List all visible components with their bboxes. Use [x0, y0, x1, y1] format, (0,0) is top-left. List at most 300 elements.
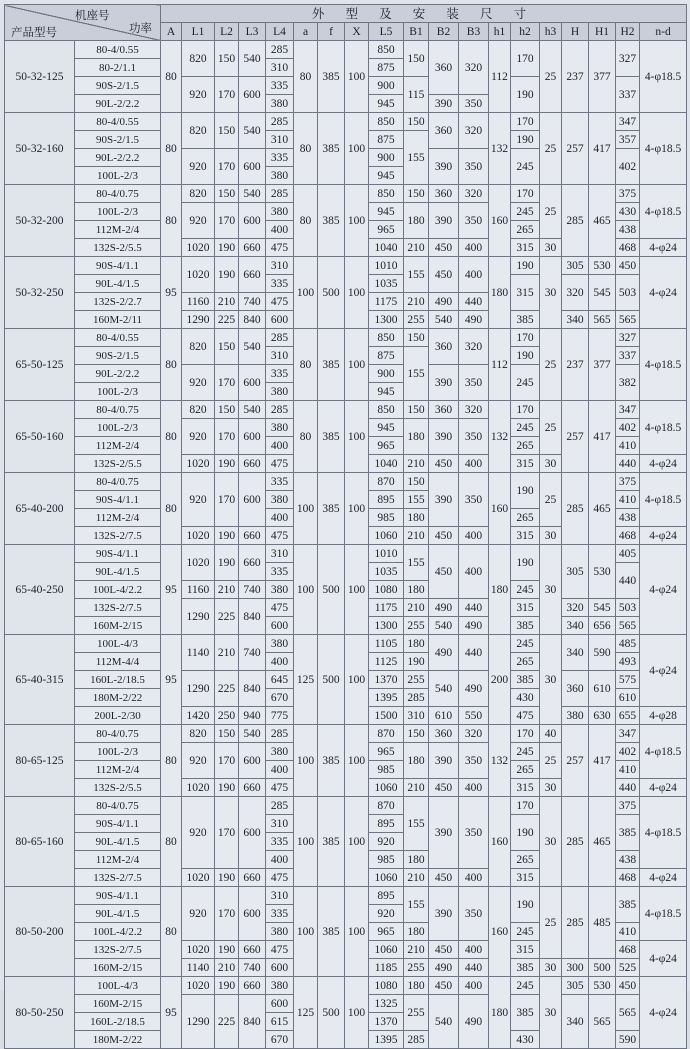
cell-l4: 380 — [266, 491, 294, 509]
cell-a: 125 — [294, 977, 318, 1049]
cell-l5: 945 — [369, 419, 404, 437]
table-row — [5, 113, 687, 131]
cell-b2: 490 — [429, 635, 459, 671]
cell-b1: 150 — [404, 725, 429, 743]
cell-l5: 1175 — [369, 293, 404, 311]
cell-a: 80 — [161, 797, 182, 887]
seat-cell: 132S-2/5.5 — [75, 455, 161, 473]
cell-h3: 30 — [540, 455, 562, 473]
cell-h2: 385 — [616, 815, 640, 851]
cell-l2: 225 — [215, 671, 239, 707]
cell-b3: 350 — [459, 149, 489, 185]
cell-l1: 820 — [182, 113, 215, 149]
cell-l4: 310 — [266, 347, 294, 365]
cell-l5: 1500 — [369, 707, 404, 725]
cell-l5: 850 — [369, 185, 404, 203]
model-cell: 65-40-315 — [5, 635, 75, 725]
seat-cell: 90S-4/1.1 — [75, 545, 161, 563]
cell-h1: 530 — [589, 977, 616, 995]
cell-l4: 400 — [266, 761, 294, 779]
seat-cell: 100L-2/3 — [75, 203, 161, 221]
cell-l1: 920 — [182, 473, 215, 527]
seat-cell: 112M-2/4 — [75, 509, 161, 527]
cell-l5: 945 — [369, 383, 404, 401]
cell-l2: 170 — [215, 887, 239, 941]
cell-f: 385 — [318, 329, 345, 401]
cell-l5: 1080 — [369, 977, 404, 995]
cell-h2: 170 — [511, 401, 540, 419]
cell-a: 80 — [161, 473, 182, 545]
cell-l4: 335 — [266, 563, 294, 581]
cell-f: 385 — [318, 797, 345, 887]
cell-h2: 245 — [511, 149, 540, 185]
cell-l4: 600 — [266, 959, 294, 977]
cell-l5: 1040 — [369, 239, 404, 257]
cell-l4: 310 — [266, 815, 294, 833]
cell-h3: 30 — [540, 635, 562, 725]
cell-l4: 310 — [266, 59, 294, 77]
column-header: X — [345, 23, 369, 41]
seat-cell: 80-4/0.55 — [75, 113, 161, 131]
cell-x: 100 — [345, 185, 369, 257]
cell-b1: 180 — [404, 203, 429, 239]
cell-l4: 475 — [266, 599, 294, 617]
cell-b1: 155 — [404, 347, 429, 401]
dimensions-table — [4, 4, 687, 1049]
seat-cell: 80-4/0.75 — [75, 725, 161, 743]
seat-cell: 90S-4/1.1 — [75, 887, 161, 905]
seat-cell: 80-4/0.55 — [75, 41, 161, 59]
cell-l1: 1020 — [182, 941, 215, 959]
model-cell: 50-32-125 — [5, 41, 75, 113]
cell-b3: 440 — [459, 959, 489, 977]
cell-l2: 170 — [215, 797, 239, 869]
cell-h3: 40 — [540, 725, 562, 743]
cell-h2: 575 — [616, 671, 640, 689]
cell-h: 305 — [562, 545, 589, 599]
cell-l2: 225 — [215, 599, 239, 635]
cell-h2: 375 — [616, 185, 640, 203]
cell-b1: 255 — [404, 995, 429, 1031]
cell-nd: 4-φ24 — [640, 635, 687, 707]
cell-b2: 390 — [429, 419, 459, 455]
cell-h2: 265 — [511, 509, 540, 527]
cell-l2: 190 — [215, 977, 239, 995]
cell-l1: 920 — [182, 887, 215, 941]
cell-h3: 25 — [540, 473, 562, 527]
cell-f: 385 — [318, 887, 345, 977]
cell-l1: 1020 — [182, 257, 215, 293]
cell-l4: 335 — [266, 275, 294, 293]
cell-f: 385 — [318, 41, 345, 113]
cell-l5: 1175 — [369, 599, 404, 617]
cell-l4: 310 — [266, 131, 294, 149]
cell-l3: 660 — [239, 779, 266, 797]
cell-b3: 400 — [459, 545, 489, 599]
cell-h1: 417 — [589, 113, 616, 185]
cell-l3: 540 — [239, 401, 266, 419]
cell-h3: 25 — [540, 329, 562, 401]
cell-f: 385 — [318, 725, 345, 797]
cell-l5: 945 — [369, 95, 404, 113]
cell-l3: 600 — [239, 77, 266, 113]
cell-h1: 180 — [489, 977, 511, 1049]
cell-nd: 4-φ24 — [640, 779, 687, 797]
cell-h2: 430 — [616, 203, 640, 221]
cell-x: 100 — [345, 113, 369, 185]
cell-b3: 440 — [459, 635, 489, 671]
cell-h2: 468 — [616, 239, 640, 257]
seat-cell: 180M-2/22 — [75, 689, 161, 707]
cell-b2: 390 — [429, 365, 459, 401]
cell-h2: 468 — [616, 941, 640, 959]
cell-l5: 1035 — [369, 275, 404, 293]
table-row — [5, 473, 687, 491]
cell-a: 80 — [294, 329, 318, 401]
cell-b1: 150 — [404, 473, 429, 491]
seat-cell: 90L-2/2.2 — [75, 149, 161, 167]
cell-l3: 660 — [239, 257, 266, 293]
seat-cell: 112M-2/4 — [75, 761, 161, 779]
cell-b2: 540 — [429, 617, 459, 635]
cell-b2: 390 — [429, 149, 459, 185]
cell-h2: 245 — [511, 635, 540, 653]
cell-h2: 438 — [616, 851, 640, 869]
cell-h2: 190 — [511, 347, 540, 365]
column-header: H2 — [616, 23, 640, 41]
cell-b1: 210 — [404, 941, 429, 959]
seat-cell: 112M-2/4 — [75, 437, 161, 455]
cell-b2: 450 — [429, 977, 459, 995]
cell-l4: 475 — [266, 779, 294, 797]
cell-b3: 440 — [459, 599, 489, 617]
cell-b2: 390 — [429, 203, 459, 239]
cell-l5: 1060 — [369, 941, 404, 959]
cell-l4: 400 — [266, 509, 294, 527]
seat-cell: 90S-2/1.5 — [75, 77, 161, 95]
cell-a: 100 — [294, 725, 318, 797]
cell-a: 80 — [294, 41, 318, 113]
cell-h3: 25 — [540, 41, 562, 113]
cell-nd: 4-φ24 — [640, 869, 687, 887]
seat-cell: 90S-4/1.1 — [75, 815, 161, 833]
cell-l4: 310 — [266, 257, 294, 275]
cell-l1: 1420 — [182, 707, 215, 725]
seat-cell: 90S-4/1.1 — [75, 257, 161, 275]
cell-b3: 320 — [459, 113, 489, 149]
column-header: H1 — [589, 23, 616, 41]
column-header: f — [318, 23, 345, 41]
cell-h2: 438 — [616, 509, 640, 527]
cell-a: 95 — [161, 257, 182, 329]
seat-cell: 180M-2/22 — [75, 1031, 161, 1049]
cell-l1: 920 — [182, 797, 215, 869]
cell-l1: 920 — [182, 77, 215, 113]
cell-l2: 150 — [215, 329, 239, 365]
cell-h1: 465 — [589, 797, 616, 887]
cell-nd: 4-φ24 — [640, 239, 687, 257]
cell-l3: 740 — [239, 581, 266, 599]
cell-h2: 190 — [511, 887, 540, 923]
cell-nd: 4-φ18.5 — [640, 725, 687, 779]
cell-h1: 630 — [589, 707, 616, 725]
cell-a: 80 — [161, 113, 182, 185]
header-diagonal-cell — [5, 5, 161, 41]
cell-h2: 347 — [616, 401, 640, 419]
cell-l5: 870 — [369, 473, 404, 491]
column-header: a — [294, 23, 318, 41]
seat-cell: 80-2/1.1 — [75, 59, 161, 77]
column-header: B1 — [404, 23, 429, 41]
cell-l5: 895 — [369, 815, 404, 833]
cell-b3: 440 — [459, 293, 489, 311]
cell-nd: 4-φ24 — [640, 527, 687, 545]
cell-l4: 475 — [266, 239, 294, 257]
cell-h1: 465 — [589, 473, 616, 545]
cell-l4: 335 — [266, 833, 294, 851]
cell-l4: 400 — [266, 653, 294, 671]
cell-b3: 350 — [459, 887, 489, 941]
cell-h2: 315 — [511, 239, 540, 257]
cell-b3: 550 — [459, 707, 489, 725]
cell-l5: 895 — [369, 491, 404, 509]
table-row — [5, 401, 687, 419]
cell-h2: 440 — [616, 563, 640, 599]
cell-h2: 565 — [616, 617, 640, 635]
cell-b2: 390 — [429, 473, 459, 527]
cell-h1: 500 — [589, 959, 616, 977]
cell-h3: 25 — [540, 401, 562, 455]
cell-h: 340 — [562, 617, 589, 635]
model-cell: 80-65-125 — [5, 725, 75, 797]
cell-l3: 660 — [239, 977, 266, 995]
cell-l4: 475 — [266, 455, 294, 473]
cell-l5: 1035 — [369, 563, 404, 581]
cell-h: 340 — [562, 635, 589, 671]
model-cell: 50-32-160 — [5, 113, 75, 185]
cell-l3: 600 — [239, 473, 266, 527]
seat-cell: 160M-2/11 — [75, 311, 161, 329]
cell-h: 285 — [562, 185, 589, 257]
seat-cell: 80-4/0.75 — [75, 473, 161, 491]
cell-l4: 475 — [266, 941, 294, 959]
cell-h2: 525 — [616, 959, 640, 977]
cell-l5: 985 — [369, 851, 404, 869]
cell-a: 100 — [294, 887, 318, 977]
cell-b3: 400 — [459, 527, 489, 545]
cell-b3: 350 — [459, 203, 489, 239]
cell-l2: 190 — [215, 545, 239, 581]
cell-b3: 400 — [459, 257, 489, 293]
cell-h2: 170 — [511, 797, 540, 815]
table-row — [5, 545, 687, 563]
cell-l3: 540 — [239, 41, 266, 77]
cell-h2: 475 — [511, 707, 540, 725]
cell-nd: 4-φ18.5 — [640, 401, 687, 455]
cell-l5: 1185 — [369, 959, 404, 977]
cell-h1: 656 — [589, 617, 616, 635]
cell-b1: 150 — [404, 113, 429, 131]
cell-b2: 450 — [429, 869, 459, 887]
cell-h2: 565 — [616, 311, 640, 329]
cell-l3: 660 — [239, 527, 266, 545]
cell-b3: 320 — [459, 401, 489, 419]
cell-h3: 30 — [540, 977, 562, 1049]
cell-l1: 920 — [182, 365, 215, 401]
cell-b2: 450 — [429, 257, 459, 293]
cell-h3: 30 — [540, 959, 562, 977]
cell-b1: 210 — [404, 779, 429, 797]
cell-l2: 250 — [215, 707, 239, 725]
cell-h2: 315 — [511, 527, 540, 545]
cell-l1: 820 — [182, 725, 215, 743]
cell-h3: 25 — [540, 743, 562, 779]
cell-l3: 660 — [239, 869, 266, 887]
table-row — [5, 41, 687, 59]
cell-a: 80 — [161, 41, 182, 113]
cell-l4: 615 — [266, 1013, 294, 1031]
cell-h1: 610 — [589, 671, 616, 707]
cell-h: 305 — [562, 257, 589, 275]
seat-cell: 160M-2/15 — [75, 959, 161, 977]
column-header: B2 — [429, 23, 459, 41]
cell-l4: 475 — [266, 869, 294, 887]
cell-l4: 400 — [266, 437, 294, 455]
cell-b2: 610 — [429, 707, 459, 725]
cell-h1: 377 — [589, 329, 616, 401]
seat-cell: 160L-2/18.5 — [75, 671, 161, 689]
cell-l3: 540 — [239, 329, 266, 365]
dimensions-group-title: 外 型 及 安 装 尺 寸 — [161, 5, 687, 23]
cell-l5: 1370 — [369, 671, 404, 689]
cell-x: 100 — [345, 257, 369, 329]
cell-f: 385 — [318, 473, 345, 545]
cell-h2: 170 — [511, 725, 540, 743]
cell-l5: 870 — [369, 797, 404, 815]
cell-l4: 600 — [266, 995, 294, 1013]
cell-h1: 565 — [589, 311, 616, 329]
cell-f: 500 — [318, 545, 345, 635]
cell-l2: 210 — [215, 293, 239, 311]
column-header: L1 — [182, 23, 215, 41]
header-row-top — [5, 5, 687, 23]
cell-a: 95 — [161, 545, 182, 635]
cell-l5: 870 — [369, 725, 404, 743]
cell-h2: 402 — [616, 743, 640, 761]
cell-l5: 900 — [369, 365, 404, 383]
cell-a: 80 — [161, 329, 182, 401]
column-header: L4 — [266, 23, 294, 41]
cell-h2: 170 — [511, 113, 540, 131]
cell-l2: 150 — [215, 725, 239, 743]
cell-b1: 180 — [404, 743, 429, 779]
cell-h3: 30 — [540, 527, 562, 545]
cell-l2: 210 — [215, 635, 239, 671]
cell-h2: 245 — [511, 581, 540, 599]
cell-x: 100 — [345, 887, 369, 977]
cell-l5: 1325 — [369, 995, 404, 1013]
cell-b2: 450 — [429, 239, 459, 257]
cell-h2: 375 — [616, 473, 640, 491]
cell-h2: 190 — [511, 131, 540, 149]
cell-h2: 590 — [616, 1031, 640, 1049]
cell-h1: 530 — [589, 257, 616, 275]
cell-h1: 160 — [489, 185, 511, 257]
cell-b3: 400 — [459, 941, 489, 959]
cell-h2: 385 — [511, 311, 540, 329]
cell-h3: 25 — [540, 113, 562, 185]
cell-f: 385 — [318, 401, 345, 473]
cell-l1: 820 — [182, 401, 215, 419]
cell-a: 80 — [161, 887, 182, 977]
cell-h2: 190 — [511, 473, 540, 509]
cell-l1: 820 — [182, 185, 215, 203]
cell-b1: 150 — [404, 41, 429, 77]
cell-l5: 900 — [369, 149, 404, 167]
cell-h2: 385 — [511, 959, 540, 977]
cell-l1: 1290 — [182, 311, 215, 329]
cell-a: 100 — [294, 257, 318, 329]
cell-b2: 490 — [429, 293, 459, 311]
cell-l5: 875 — [369, 131, 404, 149]
cell-h2: 503 — [616, 599, 640, 617]
cell-l2: 150 — [215, 113, 239, 149]
cell-h1: 485 — [589, 887, 616, 959]
cell-b1: 210 — [404, 869, 429, 887]
cell-h1: 590 — [589, 635, 616, 671]
cell-h2: 315 — [511, 275, 540, 311]
cell-h3: 25 — [540, 185, 562, 239]
cell-l5: 920 — [369, 905, 404, 923]
cell-l4: 380 — [266, 923, 294, 941]
cell-f: 500 — [318, 635, 345, 725]
cell-nd: 4-φ24 — [640, 545, 687, 635]
cell-b3: 490 — [459, 311, 489, 329]
cell-l4: 380 — [266, 203, 294, 221]
cell-a: 100 — [294, 797, 318, 887]
cell-l4: 310 — [266, 887, 294, 905]
cell-l5: 850 — [369, 329, 404, 347]
cell-h2: 315 — [511, 779, 540, 797]
cell-x: 100 — [345, 473, 369, 545]
cell-h2: 450 — [616, 977, 640, 995]
cell-b1: 285 — [404, 1031, 429, 1049]
seat-cell: 90S-2/1.5 — [75, 347, 161, 365]
cell-l3: 840 — [239, 995, 266, 1049]
cell-b3: 400 — [459, 779, 489, 797]
cell-h1: 180 — [489, 257, 511, 329]
cell-l1: 920 — [182, 203, 215, 239]
cell-h2: 265 — [511, 653, 540, 671]
seat-cell: 90L-4/1.5 — [75, 563, 161, 581]
cell-l4: 285 — [266, 113, 294, 131]
cell-h2: 337 — [616, 77, 640, 113]
cell-x: 100 — [345, 545, 369, 635]
cell-b1: 150 — [404, 185, 429, 203]
cell-b1: 115 — [404, 77, 429, 113]
cell-l2: 170 — [215, 743, 239, 779]
cell-h2: 385 — [616, 887, 640, 923]
cell-l4: 335 — [266, 149, 294, 167]
cell-l5: 1370 — [369, 1013, 404, 1031]
cell-h2: 315 — [511, 455, 540, 473]
seat-cell: 100L-4/2.2 — [75, 581, 161, 599]
cell-l3: 540 — [239, 725, 266, 743]
cell-l2: 170 — [215, 149, 239, 185]
seat-cell: 80-4/0.55 — [75, 329, 161, 347]
cell-l2: 190 — [215, 869, 239, 887]
cell-x: 100 — [345, 41, 369, 113]
